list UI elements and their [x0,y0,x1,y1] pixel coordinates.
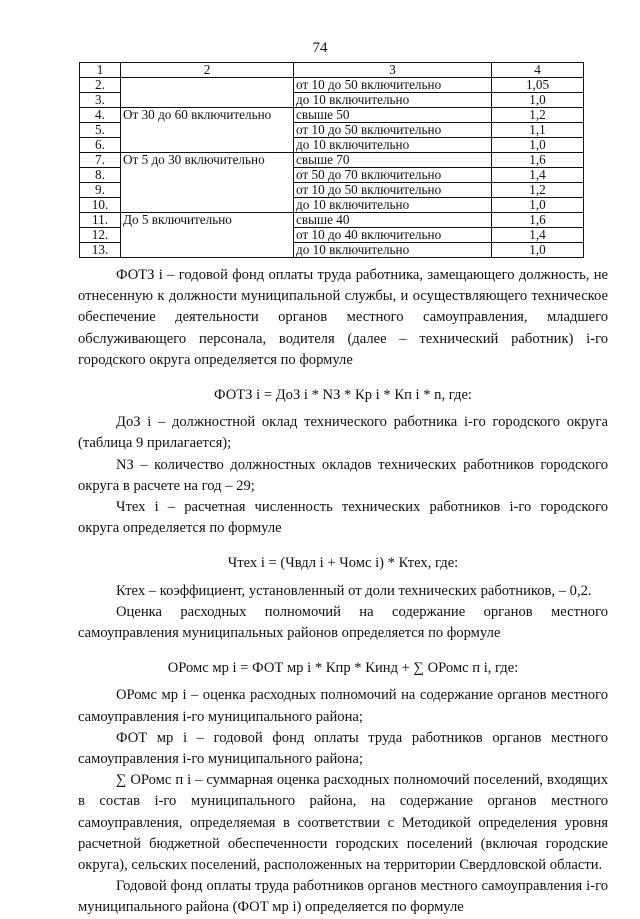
row-number: 8. [80,168,121,183]
range-cell: До 5 включительно [121,213,294,258]
table-header-row [80,63,584,78]
row-number: 2. [80,78,121,93]
paragraph-fotz-definition: ФОТЗ i – годовой фонд оплаты труда работника, замещающего должность, не отнесенную к должности муниципальной службы, и осуществляющего техническое обеспечение деятельности органов местного самоуправления, младшего обслуживающего персонала, водителя (далее – технический работник) i-го городского округа определяется по формуле [78,267,608,368]
row-number: 6. [80,138,121,153]
paragraph-oroms-intro: Оценка расходных полномочий на содержание органов местного самоуправления муниципальных районов определяется по формуле [78,603,608,642]
value-cell: 1,0 [492,138,584,153]
row-number: 4. [80,108,121,123]
condition-cell: до 10 включительно [294,198,492,213]
value-cell: 1,6 [492,153,584,168]
paragraph-oroms-mr-definition: ОРомс мр i – оценка расходных полномочий на содержание органов местного самоуправления i-го муниципального района; [78,687,608,725]
paragraph-fot-mr-intro: Годовой фонд оплаты труда работников органов местного самоуправления i-го муниципального района (ФОТ мр i) определяется по формуле [78,878,608,916]
row-number: 12. [80,228,121,243]
range-cell: От 5 до 30 включительно [121,153,294,213]
condition-cell: до 10 включительно [294,138,492,153]
row-number: 13. [80,243,121,258]
condition-cell: от 10 до 50 включительно [294,183,492,198]
header-cell: 1 [80,63,121,78]
table-row [80,108,584,123]
row-number: 7. [80,153,121,168]
range-cell [121,78,294,108]
paragraph-sum-oroms-definition: ∑ ОРомс п i – суммарная оценка расходных полномочий поселений, входящих в состав i-го муниципального района, на содержание органов местного самоуправления, определяемая в соответствии с Методикой определения уровня расчетной бюджетной обеспеченности городских поселений (включая городские округа), сельских поселений, расположенных на территории Свердловской области. [78,772,608,874]
header-cell: 4 [492,63,584,78]
formula-oroms-mr: ОРомс мр i = ФОТ мр i * Кпр * Кинд + ∑ ОРомс п i, где: [167,660,519,677]
table-row [80,213,584,228]
value-cell: 1,0 [492,198,584,213]
condition-cell: до 10 включительно [294,243,492,258]
value-cell: 1,05 [492,78,584,93]
paragraph-nz-definition: NЗ – количество должностных окладов технических работников городского округа в расчете на год – 29; [78,456,608,494]
row-number: 11. [80,213,121,228]
row-number: 9. [80,183,121,198]
value-cell: 1,1 [492,123,584,138]
table-row [80,153,584,168]
condition-cell: до 10 включительно [294,93,492,108]
condition-cell: свыше 40 [294,213,492,228]
row-number: 5. [80,123,121,138]
paragraph-fot-mr-definition: ФОТ мр i – годовой фонд оплаты труда работников органов местного самоуправления i-го муниципального района; [78,729,608,768]
table-row [80,78,584,93]
paragraph-chteh-definition: Чтех i – расчетная численность технических работников i-го городского округа определяется по формуле [78,499,608,537]
condition-cell: свыше 70 [294,153,492,168]
formula-fotz: ФОТЗ i = ДоЗ i * NЗ * Кр i * Кп i * n, где: [214,387,472,404]
paragraph-doz-definition: ДоЗ i – должностной оклад технического работника i-го городского округа (таблица 9 прилагается); [78,414,608,452]
header-cell: 3 [294,63,492,78]
header-cell: 2 [121,63,294,78]
value-cell: 1,6 [492,213,584,228]
value-cell: 1,0 [492,243,584,258]
value-cell: 1,4 [492,228,584,243]
condition-cell: от 10 до 40 включительно [294,228,492,243]
condition-cell: от 50 до 70 включительно [294,168,492,183]
formula-chteh: Чтех i = (Чвдл i + Чомс i) * Ктех, где: [227,555,459,572]
body-text [78,265,608,919]
condition-cell: от 10 до 50 включительно [294,78,492,93]
coefficient-table [79,62,584,258]
paragraph-kteh-definition: Ктех – коэффициент, установленный от доли технических работников, – 0,2. [116,582,592,599]
row-number: 3. [80,93,121,108]
page-number: 74 [312,40,328,56]
value-cell: 1,2 [492,183,584,198]
value-cell: 1,2 [492,108,584,123]
condition-cell: от 10 до 50 включительно [294,123,492,138]
value-cell: 1,4 [492,168,584,183]
condition-cell: свыше 50 [294,108,492,123]
value-cell: 1,0 [492,93,584,108]
row-number: 10. [80,198,121,213]
range-cell: От 30 до 60 включительно [121,108,294,153]
